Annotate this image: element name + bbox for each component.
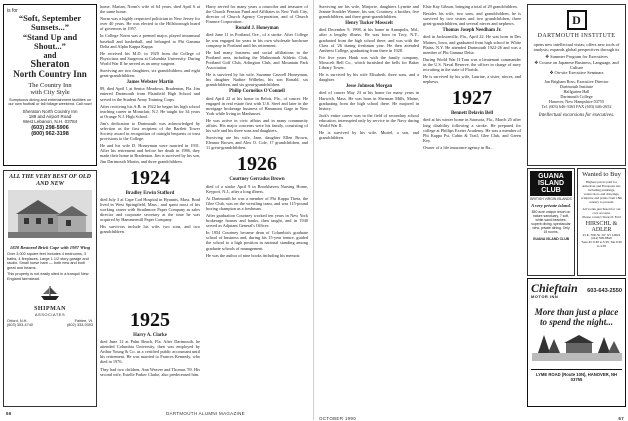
ad-address-2: 189 and Airport Road: [28, 114, 72, 120]
ad-phone-1: (603) 298-5906: [31, 125, 69, 132]
obituary-paragraph: In 1954 Courtney became dean of Columbia's graduate school of business and, during his 15-year tenure, guided the school to a high position in national standing among graduate schools of management.: [206, 230, 308, 251]
obituary-paragraph: died of a stroke April 9 in Brookhaven Nursing Home, Keyport, N.J., after a long illness.: [206, 183, 308, 194]
institute-logo-letter: D: [572, 13, 581, 27]
property-headline: ALL THE VERY BEST OF OLD AND NEW: [9, 174, 91, 187]
gallery-brand-2: ADLER: [591, 226, 612, 233]
chieftain-address: LYME ROAD (Route 10N), HANOVER, NH 03755: [531, 369, 622, 382]
obituary-paragraph: died June 12 at Palm Beach, Fla. After Dartmouth, he attended Columbia University, then was employed by Arthur Young & Co. as a certified public accountant until his retirement. He was married to Frances Kennedy, who died in 1976.: [100, 339, 200, 365]
guana-sub: BRITISH VIRGIN ISLANDS: [530, 197, 572, 201]
obituary-paragraph: Norm was a highly respected politician in New Jersey for over 40 years. He was elected to the Hillsborough board of governors in 1957.: [100, 16, 200, 32]
class-year: 1924: [130, 166, 170, 189]
obituary-paragraph: He and his wife D. Honeyman were married in 1931. After his retirement and before her death in 1986, they made their home in Bradenton. Jim is survived by his son, Jim Dartmouth Martin, and three grandchildren.: [100, 143, 200, 164]
left-column-2: [206, 4, 308, 406]
ad-line-3: and: [43, 51, 57, 60]
ad-line-1: “Soft, September Sunsets...”: [18, 13, 82, 32]
ad-intro: is for: [7, 8, 18, 14]
chieftain-brand: Chieftain: [531, 281, 578, 295]
agent-name: SHIPMAN: [34, 306, 66, 312]
institute-contact-5: Hanover, New Hampshire 03755: [548, 99, 605, 105]
obituary-name: James Webster Martin: [126, 80, 174, 86]
wanted-sub: All works purchased for our own account.: [582, 206, 621, 215]
obituary-paragraph: He received his M.D. in 1929 from the College of Physicians and Surgeons at Columbia University. During World War II he served as an army surgeon.: [100, 50, 200, 66]
obituary-name: Courtney Gerradus Brown: [229, 177, 285, 183]
obituary-paragraph: died at his winter home in Sarasota, Fla., March 25 after long disability following a stroke. He prepared for college at Phillips Exeter Academy. He was a member of Phi Kappa Psi, Cabin & Trail, Glee Club, and Green Key.: [423, 117, 521, 143]
obituary-paragraph: Besides his wife, two sons, and grandchildren, he is survived by two sisters and two grandchildren, three great-grandchildren, and several nieces and nephews.: [423, 11, 521, 27]
institute-programs: [531, 54, 622, 75]
institute-contact-1: Jan Brigham Ross, Executive Director: [544, 79, 609, 85]
left-footer: [6, 411, 306, 416]
guana-name-1: GUANA: [538, 173, 564, 180]
guana-tagline: A very private island.: [531, 203, 571, 208]
obituary-paragraph: During World War II Tom was a lieutenant commander in the U.S. Naval Reserve, the officer in charge of navy recruiting in the state of Florida.: [423, 56, 521, 73]
obituary-paragraph: died June 11 in Portland, Ore., of a stroke. After College he was engaged for years in his own wholesale hardware company in Portland until his retirement.: [206, 32, 308, 48]
property-body: Over 3,000 square feet includes 4 bedrooms, 3 baths, 4 fireplaces. Large 1 1/2 story garage and studio. Small horse barn — both new and built great and beams.: [7, 252, 89, 270]
obituary-paragraph: In College Norm was a premed major, played intramural baseball and basketball, and belonged to Phi Gamma Delta and Alpha Kappa Kappa.: [100, 33, 200, 49]
ampersand-icon: &: [612, 220, 618, 227]
obituary-paragraph: He is survived by his wife, Laurine, a sister, nieces, and nephews.: [423, 74, 521, 85]
gallery-hours: Tues-Fri 9:30 to 5:15, Sat 9:30 to 4:45: [581, 240, 622, 248]
guana-name-2: ISLAND: [537, 180, 565, 187]
obituary-name: Bradley Erwin Stafford: [125, 190, 175, 196]
page-number-right: 67: [618, 416, 624, 421]
obituary-paragraph: Harry served for many years a councilor and treasurer of the Church Pension Fund and Affiliates in New York City, director of Church Agency Corporation, and of Church Finance Corporation.: [206, 4, 308, 25]
wanted-headline: Wanted to Buy: [582, 171, 621, 178]
chieftain-sub: MOTOR INN: [531, 294, 559, 299]
obituary-paragraph: After receiving his A.B. in 1922 he began his high school teaching career in Montclair, N.J. He taught for 34 years at Orange N.J. High School.: [100, 103, 200, 119]
sheraton-ad: [3, 4, 97, 166]
property-body-2: This property is not easily sited in a tranquil New England farmstead.: [7, 272, 89, 281]
obituary-name: Jesse Johnson Morgan: [345, 84, 393, 90]
obituary-paragraph: Jack's entire career was in the field of secondary school education, interrupted only by service in the Navy during World War II.: [319, 112, 419, 128]
hirschl-adler-ad: [577, 168, 626, 276]
page-number-left: 66: [6, 411, 12, 416]
agent-name-2: ASSOCIATES: [34, 312, 66, 317]
property-caption: 1820 Restored Brick Cape with 1987 Wing: [9, 245, 91, 250]
left-column-1: [100, 4, 200, 304]
guana-name-3: CLUB: [541, 187, 561, 194]
right-page: [315, 0, 628, 420]
right-column-1: [319, 4, 419, 406]
obituary-paragraph: He is survived by his wife, Muriel, a son, and grandchildren.: [319, 130, 419, 141]
obituary-paragraph: died July 3 at Cape Cod Hospital in Hyannis, Mass. Brad lived in West Springfield, Mass., and spent most of his working career with Strathmore Paper Company as sales director and corporate secretary at the time he was acquired by Hammermill Paper Company.: [100, 196, 200, 223]
institute-blurb: opens new intellectual vistas; offers new tools of analysis; expands global perspectives through its: [533, 42, 620, 53]
institute-contact-2: Dartmouth Institute: [560, 84, 593, 90]
house-illustration: [8, 190, 92, 238]
guana-body: 850 acre unique resort on nature sanctuary, 7 soft, white sand beaches, superb diving, spectacular view, private dining. Only 15 rooms.: [531, 210, 571, 235]
institute-contact-3: Hallgarten Hall: [563, 89, 590, 95]
chieftain-tagline-1: More than just a place: [534, 307, 619, 317]
sheraton-brand: Sheraton: [30, 59, 70, 70]
institute-name: DARTMOUTH INSTITUTE: [537, 33, 616, 39]
obituary-paragraph: died of cancer May 23 at his home for many years in Harwich, Mass. He was born in Sherman Mills, Maine, graduating from the high school there. He majored in history.: [319, 90, 419, 111]
obituary-paragraph: At Dartmouth he was a member of Phi Kappa Theta, the Glee Club, was on the wrestling team, and was 115-pound boxing champion as a freshman.: [206, 195, 308, 211]
guana-island-ad: [527, 168, 575, 276]
institute-program-item: ❖ On-site Executive Seminars: [549, 70, 604, 76]
obituary-paragraph: Surviving are his wife, Marjorie, daughters Lynette and Jeanne Scudder Warner, his son, Courtney, a brother, five grandchildren, and three great-grandchildren.: [319, 4, 419, 20]
obituary-paragraph: died April 22 at his home in Beloit, Fla., of cancer. He engaged in real estate first with U.S. Steel and later in the mortgage brokerage business of Hammons Gage in New York while living in Manhasset.: [206, 95, 308, 116]
obituary-paragraph: died in Jacksonville, Fla., April 22. He was born in Des Moines, Iowa, and graduated from high school in White Plains, N.Y. He attended Dartmouth 1922-26 and was a member of Phi Gamma Delta.: [423, 34, 521, 55]
obituary-name: Henry Tucker Mosscelt: [345, 21, 393, 27]
ad-tagline-2: with City Style: [30, 88, 70, 96]
obituary-paragraph: For five years Hank was with the family company, Mosscelt Bell Co., which furnished the bells for Baker Library Tower.: [319, 54, 419, 71]
class-year: 1926: [237, 153, 277, 176]
institute-logo: [567, 10, 587, 30]
institute-tagline: Intellectual excursions for executives.: [538, 113, 615, 119]
footer-title-left: DARTMOUTH ALUMNI MAGAZINE: [166, 411, 245, 416]
obituary-paragraph: Surviving are two daughters, six grandchildren, and eight great-grandchildren.: [100, 68, 200, 79]
obituary-paragraph: His survivors include his wife, two sons, and two grandchildren.: [100, 224, 200, 235]
institute-program-item: ❖ Summer Program for Executives: [545, 54, 608, 60]
ad-blurb: Sumptuous dining and entertainment facilities on our own football or fall foliage weekend. Call now!: [8, 97, 92, 106]
obituary-paragraph: He was the author of nine books including his memoir.: [206, 252, 301, 258]
class-year: 1927: [452, 87, 492, 110]
ad-address-3: West Lebanon, N.H. 03784: [22, 119, 78, 125]
left-column-1-bottom: [100, 306, 200, 406]
dartmouth-institute-ad: [527, 4, 626, 166]
obituary-paragraph: 89, died April 1 at Senior Meadows, Bradenton, Fla. Jim entered Dartmouth from Plainfield High School and served in the Student Army Training Corps.: [100, 86, 200, 102]
obituary-name: Harry A. Clarke: [133, 333, 167, 338]
wanted-sub-2: Please contact Stuart P. Feld: [582, 214, 621, 219]
obituary-paragraph: Owner of a life insurance agency in Ra...: [423, 144, 494, 150]
ad-tagline-1: The Country Inn: [28, 81, 72, 89]
ad-phone-2: (800) 962-3198: [31, 131, 69, 138]
chieftain-tagline-2: to spend the night...: [539, 317, 613, 327]
institute-phone: Tel. (603) 646-3363 FAX (603) 646-2652: [541, 104, 612, 110]
obituary-paragraph: Surviving are his wife, Jane, daughter Ellen Brown, Eleanor Brown, and Alex O. Cole, 17 grandchildren, and 11 great-grandchildren.: [206, 135, 308, 151]
obituary-paragraph: Elsie Kay Gibson, bringing a total of 29 grandchildren.: [423, 4, 518, 9]
footer-title-right: OCTOBER 1990: [319, 416, 357, 421]
obituary-paragraph: He had many business and social affiliations in the Portland area, including the Multnomah Athletic Club, Portland Golf Club, Arlington Club, and Mountain Park Association.: [206, 49, 308, 71]
obituary-paragraph: He is survived by his wife Elisabeth, three sons, and a daughter.: [319, 72, 419, 83]
obituary-paragraph: He was active in civic affairs and in many community affairs. His major concerns were his family, consisting of his wife and his three sons and daughters.: [206, 117, 308, 134]
guana-contact: GUANA ISLAND CLUB: [532, 236, 570, 241]
institute-contact-4: Dartmouth College: [560, 94, 593, 100]
agent-phone-1: (603) 353-4740: [7, 323, 33, 327]
obituary-paragraph: He is survived by his wife, Suzanne Caswell Honeyman, his daughter Nadine Wilhelm, his son Ronald, six grandchildren, and six great-grandchildren.: [206, 72, 308, 88]
agent-town-2: Fairlee, Vt.: [74, 319, 93, 323]
gallery-address: 21 E. 70th St. NY, NY 10021 (212) 535-8810: [582, 232, 621, 241]
ad-line-2: “Stand Up and Shout...”: [22, 32, 78, 51]
obituary-paragraph: They had two children, Ann Weaver and Thomas '59. His second wife, Estelle Parker Clarke, also predeceased him.: [100, 366, 200, 377]
ad-address-1: Sheraton North Country Inn: [22, 109, 78, 115]
institute-program-item: ❖ Course on Japanese Business, Language, and Culture: [534, 59, 619, 70]
class-year: 1925: [130, 309, 170, 331]
left-page: [0, 0, 314, 420]
agent-town-1: Orford, N.H.: [7, 319, 28, 323]
wanted-body: Highest prices paid for American and European Art, including paintings, watercolors and drawings, sculpture and prints from 18th century to present.: [580, 180, 623, 205]
chieftain-phone: 603-643-2550: [587, 287, 622, 294]
property-ad: [3, 170, 97, 407]
gallery-brand-1: HIRSCHL: [585, 220, 612, 227]
obituary-paragraph: Jim's dedication to Dartmouth was acknowledged by selection as the first recipient of the Bartlett Tower Society award in recognition of outright bequests or trust provisions to the College.: [100, 120, 200, 142]
obituary-paragraph: After graduation Courtney worked ten years in New York brokerage houses and banks, then taught, and in 1940 served as Adjutant General's Officer.: [206, 213, 308, 229]
ship-logo-icon: [39, 285, 61, 301]
obituary-name: Ronald J. Honeyman: [235, 26, 279, 32]
obituary-name: Philip Cornelius O'Connell: [229, 89, 285, 95]
obituary-name: Bennett Delavin Bell: [450, 111, 494, 117]
chieftain-ad: [527, 278, 626, 407]
tree-line-illustration: [532, 331, 622, 361]
agent-phone-2: (802) 333-9393: [67, 323, 93, 327]
obituary-paragraph: died December 9, 1998, at his home in Annapolis, Md., after a lengthy illness. He was born in Troy, N.Y., graduated from the high school there, and was with the Class of '26 during freshman year. He then attended Amherst College, graduating from there in 1928.: [319, 27, 419, 53]
obituary-name: Thomas Joseph Needham Jr.: [442, 28, 502, 34]
sheraton-brand-2: North Country Inn: [13, 69, 87, 79]
obituary-paragraph: home. Marian, Norm's wife of 64 years, died April 6 at the same home.: [100, 4, 200, 15]
right-column-2: [423, 4, 521, 406]
